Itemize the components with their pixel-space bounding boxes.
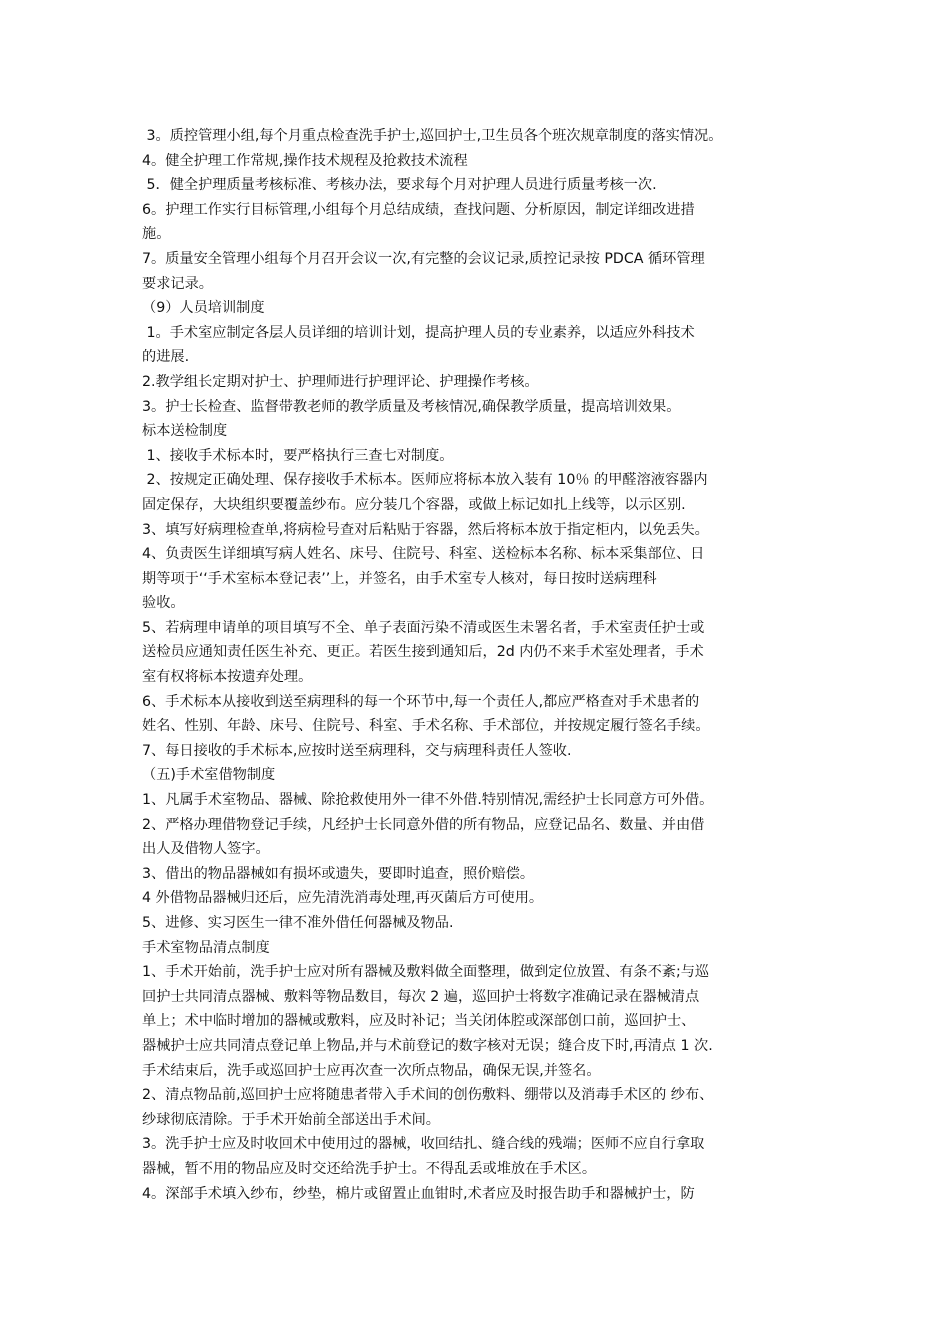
text-line: 手术结束后，洗手或巡回护士应再次查一次所点物品，确保无误,并签名。	[142, 1062, 601, 1079]
text-line: 姓名、性别、年龄、床号、住院号、科室、手术名称、手术部位，并按规定履行签名手续。	[142, 718, 710, 735]
text-line: 要求记录。	[142, 275, 213, 292]
text-line: 1。手术室应制定各层人员详细的培训计划，提高护理人员的专业素养，以适应外科技术	[142, 324, 695, 341]
section-heading: （9）人员培训制度	[142, 300, 265, 317]
section-heading: 标本送检制度	[142, 423, 228, 440]
text-line: 固定保存，大块组织要覆盖纱布。应分装几个容器，或做上标记如扎上线等，以示区别.	[142, 496, 686, 513]
text-line: 4 外借物品器械归还后，应先清洗消毒处理,再灭菌后方可使用。	[142, 890, 544, 907]
text-line: 的进展.	[142, 349, 190, 366]
text-line: 单上；术中临时增加的器械或敷料，应及时补记；当关闭体腔或深部创口前，巡回护士、	[142, 1013, 696, 1030]
section-heading: （五)手术室借物制度	[142, 767, 276, 784]
text-line: 2、按规定正确处理、保存接收手术标本。医师应将标本放入装有 10％ 的甲醛溶液容器内	[142, 472, 708, 489]
text-line: 3。洗手护士应及时收回术中使用过的器械，收回结扎、缝合线的残端；医师不应自行拿取	[142, 1136, 705, 1153]
text-line: 5、若病理申请单的项目填写不全、单子表面污染不清或医生未署名者，手术室责任护士或	[142, 619, 705, 636]
text-line: 2.教学组长定期对护士、护理师进行护理评论、护理操作考核。	[142, 373, 539, 390]
text-line: 4。健全护理工作常规,操作技术规程及抢救技术流程	[142, 152, 468, 169]
text-line: 5．健全护理质量考核标准、考核办法，要求每个月对护理人员进行质量考核一次.	[142, 177, 657, 194]
text-line: 出人及借物人签字。	[142, 841, 270, 858]
text-line: 1、接收手术标本时，要严格执行三查七对制度。	[142, 447, 454, 464]
text-line: 送检员应通知责任医生补充、更正。若医生接到通知后，2d 内仍不来手术室处理者，手术	[142, 644, 704, 661]
text-line: 3、填写好病理检查单,将病检号查对后粘贴于容器，然后将标本放于指定柜内，以免丢失。	[142, 521, 709, 538]
text-line: 1、凡属手术室物品、器械、除抢救使用外一律不外借.特别情况,需经护士长同意方可外借。	[142, 792, 714, 809]
text-line: 器械，暂不用的物品应及时交还给洗手护士。不得乱丢或堆放在手术区。	[142, 1160, 597, 1177]
text-line: 3。质控管理小组,每个月重点检查洗手护士,巡回护士,卫生员各个班次规章制度的落实情况。	[142, 128, 723, 144]
text-line: 室有权将标本按遗弃处理。	[142, 669, 313, 686]
text-line: 6。护理工作实行目标管理,小组每个月总结成绩，查找问题、分析原因，制定详细改进措	[142, 201, 695, 218]
text-line: 1、手术开始前，洗手护士应对所有器械及敷料做全面整理，做到定位放置、有条不紊;与巡	[142, 964, 710, 981]
text-line: 5、进修、实习医生一律不准外借任何器械及物品.	[142, 915, 454, 931]
text-line: 2、清点物品前,巡回护士应将随患者带入手术间的创伤敷料、绷带以及消毒手术区的 纱布、	[142, 1087, 714, 1104]
text-line: 器械护士应共同清点登记单上物品,并与术前登记的数字核对无误；缝合皮下时,再清点 1 次.	[142, 1037, 713, 1054]
text-line: 3。护士长检查、监督带教老师的教学质量及考核情况,确保教学质量，提高培训效果。	[142, 398, 681, 415]
document-page	[142, 124, 818, 1206]
text-line: 4、负责医生详细填写病人姓名、床号、住院号、科室、送检标本名称、标本采集部位、日	[142, 546, 705, 563]
text-line: 7、每日接收的手术标本,应按时送至病理科，交与病理科责任人签收.	[142, 742, 572, 759]
text-line: 期等项于‘‘手术室标本登记表’’上，并签名，由手术室专人核对，每日按时送病理科	[142, 570, 657, 587]
text-line: 纱球彻底清除。于手术开始前全部送出手术间。	[142, 1111, 440, 1128]
text-line: 3、借出的物品器械如有损坏或遗失，要即时追查，照价赔偿。	[142, 865, 535, 882]
text-line: 7。质量安全管理小组每个月召开会议一次,有完整的会议记录,质控记录按 PDCA 循环管理	[142, 250, 705, 267]
text-line: 2、严格办理借物登记手续，凡经护士长同意外借的所有物品，应登记品名、数量、并由借	[142, 816, 705, 833]
text-line: 验收。	[142, 595, 185, 612]
section-heading: 手术室物品清点制度	[142, 939, 270, 956]
text-line: 6、手术标本从接收到送至病理科的每一个环节中,每一个责任人,都应严格查对手术患者的	[142, 693, 700, 710]
text-line: 回护士共同清点器械、敷料等物品数目，每次 2 遍，巡回护士将数字准确记录在器械清点	[142, 988, 700, 1005]
text-line: 4。深部手术填入纱布，纱垫，棉片或留置止血钳时,术者应及时报告助手和器械护士，防	[142, 1185, 695, 1202]
text-line: 施。	[142, 226, 171, 243]
